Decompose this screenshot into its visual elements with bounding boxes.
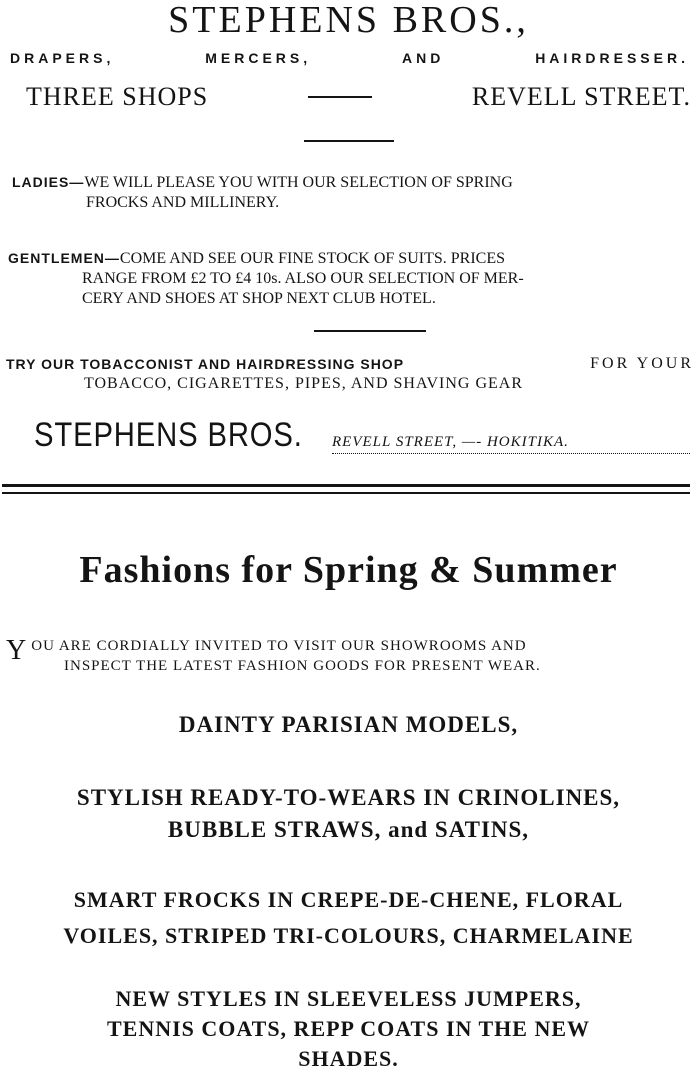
item-new-styles-line-2: TENNIS COATS, REPP COATS IN THE NEW <box>106 1016 591 1041</box>
rule-middle <box>314 330 426 332</box>
invitation-line-1: OU ARE CORDIALLY INVITED TO VISIT OUR SHOWROOMS AND <box>31 638 527 654</box>
item-parisian-models <box>0 712 697 738</box>
trade-mercers: MERCERS, <box>205 50 312 66</box>
gentlemen-lead: GENTLEMEN— <box>8 250 120 266</box>
item-ready-to-wears-line-1: STYLISH READY-TO-WEARS IN CRINOLINES, <box>76 785 621 810</box>
ad-title: STEPHENS BROS., <box>168 0 529 41</box>
ladies-lead: LADIES— <box>12 174 85 190</box>
gentlemen-line-1: COME AND SEE OUR FINE STOCK OF SUITS. PRICES <box>119 250 505 267</box>
shops-street: REVELL STREET. <box>471 82 691 111</box>
shops-count: THREE SHOPS <box>26 82 209 111</box>
trades-line <box>0 50 697 66</box>
tobacco-lead: TRY OUR TOBACCONIST AND HAIRDRESSING SHOP <box>6 356 405 372</box>
gentlemen-line-2: RANGE FROM £2 TO £4 10s. ALSO OUR SELECTION OF MER- <box>82 270 524 287</box>
item-smart-frocks <box>0 882 697 954</box>
ladies-line-1: WE WILL PLEASE YOU WITH OUR SELECTION OF SPRING <box>84 174 513 191</box>
gentlemen-paragraph <box>8 248 694 309</box>
invitation-paragraph <box>6 636 692 676</box>
trade-hairdresser: HAIRDRESSER. <box>535 50 689 66</box>
shops-line <box>0 82 697 112</box>
item-new-styles <box>0 984 697 1074</box>
invitation-line-2: INSPECT THE LATEST FASHION GOODS FOR PRESENT WEAR. <box>64 658 541 674</box>
trade-drapers: DRAPERS, <box>10 50 115 66</box>
invitation-drop-cap: Y <box>6 635 28 666</box>
item-ready-to-wears-line-2: BUBBLE STRAWS, and SATINS, <box>167 817 530 842</box>
signature-line <box>34 416 690 455</box>
tobacco-paragraph <box>6 354 694 394</box>
fashion-headline: Fashions for Spring & Summer <box>79 549 618 591</box>
gentlemen-line-3: CERY AND SHOES AT SHOP NEXT CLUB HOTEL. <box>82 290 436 307</box>
ladies-paragraph <box>12 172 694 213</box>
signature-address: REVELL STREET, —- HOKITIKA. <box>332 434 690 454</box>
ladies-line-2: FROCKS AND MILLINERY. <box>86 194 280 211</box>
item-new-styles-line-1: NEW STYLES IN SLEEVELESS JUMPERS, <box>115 986 582 1011</box>
item-new-styles-line-3: SHADES. <box>298 1046 399 1071</box>
stephens-bros-advertisement <box>0 0 697 480</box>
item-ready-to-wears <box>0 782 697 846</box>
tobacco-tail: FOR YOUR <box>590 355 694 372</box>
signature-name: STEPHENS BROS. <box>34 416 303 454</box>
section-divider-top <box>2 484 690 487</box>
item-parisian-models-text: DAINTY PARISIAN MODELS, <box>178 712 519 737</box>
section-divider-bottom <box>2 492 690 494</box>
rule-top <box>304 140 394 142</box>
shops-dash <box>308 96 372 98</box>
item-smart-frocks-line-1: SMART FROCKS IN CREPE-DE-CHENE, FLORAL <box>73 887 624 912</box>
trade-and: AND <box>401 50 445 66</box>
tobacco-line-2: TOBACCO, CIGARETTES, PIPES, AND SHAVING GEAR <box>84 375 524 392</box>
item-smart-frocks-line-2: VOILES, STRIPED TRI-COLOURS, CHARMELAINE <box>63 923 634 948</box>
